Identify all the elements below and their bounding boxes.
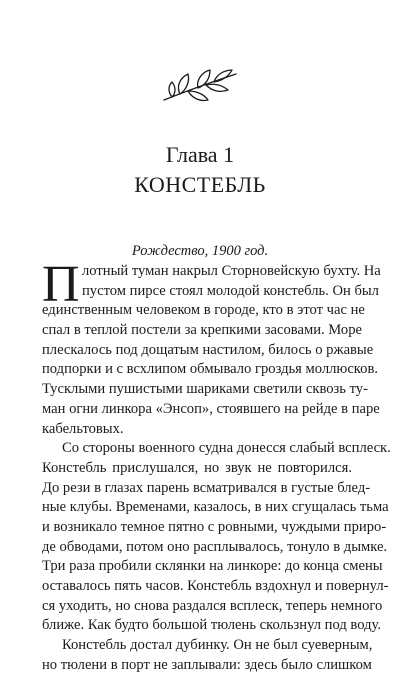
text-line: Констебль достал дубинку. Он не был суеверным, [62,637,373,654]
text-line: ся уходить, но снова раздался всплеск, теперь немного [42,597,383,614]
text-line: Тусклыми пушистыми шариками светили сквозь ту- [42,381,368,398]
text-line: плескалось под дощатым настилом, билось о ржавые [42,341,374,358]
chapter-title: КОНСТЕБЛЬ [134,172,266,197]
text-line: и возникало темное пятно с ровными, чуждыми приро- [42,518,387,535]
text-line: ближе. Как будто большой тюлень скользнул под воду. [42,617,381,634]
text-line: кабельтовых. [42,420,124,437]
chapter-number: Глава 1 [165,142,235,167]
text-line: единственным человеком в городе, кто в этот час не [42,302,365,319]
text-line: лотный туман накрыл Сторновейскую бухту. На [82,263,381,279]
leaf-branch-icon [158,66,242,106]
text-line: Констебль прислушался, но звук не повторился. [42,459,352,476]
text-line: пустом пирсе стоял молодой констебль. Он был [82,282,379,299]
text-line: спал в теплой постели за крепкими засовами. Море [42,322,362,339]
text-line: но тюлени в порт не заплывали: здесь было слишком [42,656,372,673]
epigraph: Рождество, 1900 год. [131,243,269,259]
text-line: ные клубы. Временами, казалось, в них сгущалась тьма [42,499,389,516]
text-line: Три раза пробили склянки на линкоре: до конца смены [42,558,383,575]
drop-cap: П [42,256,80,313]
text-line: подпорки и с всхлипом обмывало гроздья моллюсков. [42,361,378,378]
text-line: оставалось пять часов. Констебль вздохнул и повернул- [42,578,389,594]
text-line: Со стороны военного судна донесся слабый всплеск. [62,440,391,457]
text-line: До рези в глазах парень всматривался в густые блед- [42,479,371,496]
body-text [42,256,391,675]
text-line: ман огни линкора «Энсоп», стоявшего на рейде в паре [42,400,380,417]
text-line: де обводами, потом оно расплывалось, тонуло в дымке. [42,538,388,555]
